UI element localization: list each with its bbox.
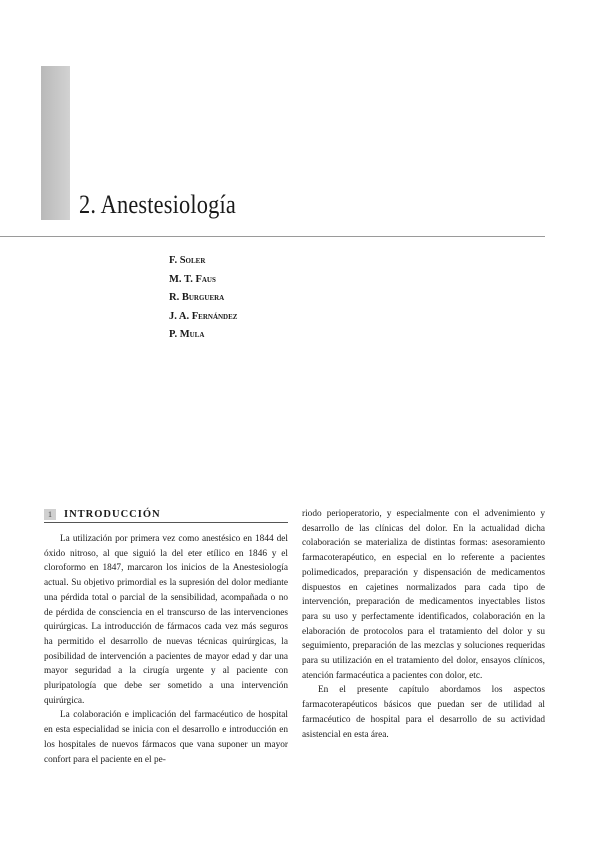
paragraph: La utilización por primera vez como anestésico en 1844 del óxido nitroso, al que siguió la del eter etílico en 1846 y el cloroformo en 1847, marcaron los inicios de la Anestesiología actual. Su objetivo primordial es la supresión del dolor mediante una pérdida total o parcial de la sensibilidad, acompañada o no de pérdida de consciencia en el transcurso de las intervenciones quirúrgicas. La introducción de fármacos cada vez más seguros ha permitido el desarrollo de nuevas técnicas quirúrgicas, la posibilidad de intervención a pacientes de mayor edad y dar una mayor seguridad a la cirugía urgente y al paciente con pluripatología que debe ser sometido a una intervención quirúrgica.	[44, 534, 288, 706]
chapter-side-bar	[41, 66, 70, 220]
paragraph: La colaboración e implicación del farmacéutico de hospital en esta especialidad se inicia con el desarrollo e introducción en los hospitales de nuevos fármacos que vana suponer un mayor confort para el paciente en el pe-	[44, 710, 288, 765]
paragraph: riodo perioperatorio, y especialmente con el advenimiento y desarrollo de las clínicas del dolor. En la actualidad dicha colaboración se materializa de distintas formas: asesoramiento farmacoterapéutico, en especial en lo referente a pacientes polimedicados, preparación y dispensación de medicamentos dispuestos en cajetines normalizados para cada tipo de intervención, preparación de medicamentos inyectables listos para su uso y perfectamente identificados, colaboración en la elaboración de protocolos para el tratamiento del dolor y su seguimiento, preparación de las mezclas y soluciones requeridas para su utilización en el tratamiento del dolor, ensayos clínicos, atención farmacéutica a pacientes con dolor, etc.	[302, 509, 545, 681]
chapter-title: 2. Anestesiología	[79, 190, 236, 219]
author-list	[169, 252, 237, 345]
author-name: P. Mula	[169, 329, 205, 341]
author-name: F. Soler	[169, 255, 206, 266]
body-column-left	[44, 532, 288, 767]
body-column-right	[302, 507, 545, 742]
section-heading	[44, 508, 288, 523]
title-rule	[0, 236, 545, 237]
section-title: INTRODUCCIÓN	[64, 509, 161, 520]
section-number-badge: 1	[44, 509, 56, 520]
author-name: J. A. Fernández	[169, 310, 238, 322]
paragraph: En el presente capítulo abordamos los aspectos farmacoterapéuticos básicos que puedan ser de utilidad al farmacéutico de hospital para el desarrollo de su actividad asistencial en esta área.	[302, 685, 545, 740]
author-name: R. Burguera	[169, 292, 225, 304]
author-name: M. T. Faus	[169, 273, 216, 285]
